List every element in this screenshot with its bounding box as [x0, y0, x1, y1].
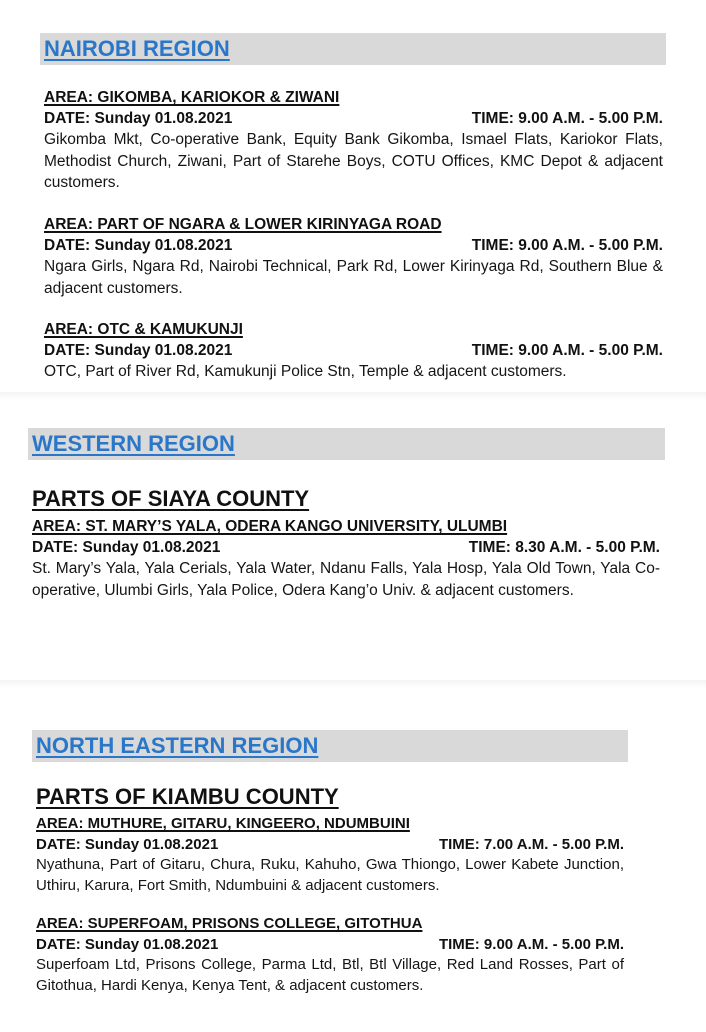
date-time-row	[44, 340, 663, 361]
region-header-western	[28, 428, 665, 460]
date-time-row	[44, 235, 663, 256]
page-north-eastern	[0, 688, 706, 1032]
outage-entry	[44, 215, 663, 299]
affected-areas: OTC, Part of River Rd, Kamukunji Police Stn, Temple & adjacent customers.	[44, 363, 567, 380]
region-title: WESTERN REGION	[32, 431, 235, 456]
date-label: DATE: Sunday 01.08.2021	[44, 342, 233, 359]
region-header-nairobi	[40, 33, 666, 65]
area-heading: AREA: GIKOMBA, KARIOKOR & ZIWANI	[44, 89, 340, 106]
county-block	[36, 784, 624, 896]
area-heading: AREA: SUPERFOAM, PRISONS COLLEGE, GITOTHUA	[36, 915, 423, 932]
page-nairobi	[0, 0, 706, 392]
time-label: TIME: 8.30 A.M. - 5.00 P.M.	[468, 539, 660, 556]
affected-areas: Gikomba Mkt, Co-operative Bank, Equity Bank Gikomba, Ismael Flats, Kariokor Flats, Methodist Church, Ziwani, Part of Starehe Boys, COTU Offices, KMC Depot & adjacent customers.	[44, 131, 663, 191]
date-time-row	[36, 934, 624, 955]
date-time-row	[32, 537, 660, 558]
county-heading: PARTS OF SIAYA COUNTY	[32, 486, 310, 511]
date-time-row	[44, 108, 663, 129]
affected-areas: Nyathuna, Part of Gitaru, Chura, Ruku, Kahuho, Gwa Thiongo, Lower Kabete Junction, Uthiru, Karura, Fort Smith, Ndumbuini & adjacent customers.	[36, 856, 624, 894]
page-separator	[0, 392, 706, 400]
date-label: DATE: Sunday 01.08.2021	[32, 539, 221, 556]
area-heading: AREA: MUTHURE, GITARU, KINGEERO, NDUMBUINI	[36, 815, 410, 832]
date-time-row	[36, 834, 624, 855]
affected-areas: Superfoam Ltd, Prisons College, Parma Ltd, Btl, Btl Village, Red Land Rosses, Part of Gitothua, Hardi Kenya, Kenya Tent, & adjacent customers.	[36, 956, 624, 994]
region-title: NORTH EASTERN REGION	[36, 733, 319, 758]
date-label: DATE: Sunday 01.08.2021	[44, 110, 233, 127]
date-label: DATE: Sunday 01.08.2021	[36, 936, 219, 953]
outage-entry	[44, 88, 663, 194]
county-block	[32, 486, 660, 601]
time-label: TIME: 9.00 A.M. - 5.00 P.M.	[438, 936, 624, 953]
time-label: TIME: 9.00 A.M. - 5.00 P.M.	[471, 342, 663, 359]
affected-areas: Ngara Girls, Ngara Rd, Nairobi Technical, Park Rd, Lower Kirinyaga Rd, Southern Blue & adjacent customers.	[44, 258, 663, 297]
area-heading: AREA: PART OF NGARA & LOWER KIRINYAGA ROAD	[44, 216, 442, 233]
time-label: TIME: 7.00 A.M. - 5.00 P.M.	[438, 836, 624, 853]
county-heading: PARTS OF KIAMBU COUNTY	[36, 784, 339, 809]
time-label: TIME: 9.00 A.M. - 5.00 P.M.	[471, 110, 663, 127]
page-separator	[0, 680, 706, 688]
region-header-north-eastern	[32, 730, 628, 762]
region-title: NAIROBI REGION	[44, 36, 230, 61]
page-western	[0, 400, 706, 680]
time-label: TIME: 9.00 A.M. - 5.00 P.M.	[471, 237, 663, 254]
area-heading: AREA: ST. MARY’S YALA, ODERA KANGO UNIVERSITY, ULUMBI	[32, 518, 508, 535]
area-heading: AREA: OTC & KAMUKUNJI	[44, 321, 243, 338]
date-label: DATE: Sunday 01.08.2021	[44, 237, 233, 254]
date-label: DATE: Sunday 01.08.2021	[36, 836, 219, 853]
outage-entry	[44, 320, 663, 383]
outage-entry	[36, 914, 624, 996]
affected-areas: St. Mary’s Yala, Yala Cerials, Yala Water, Ndanu Falls, Yala Hosp, Yala Old Town, Yala Co-operative, Ulumbi Girls, Yala Police, Odera Kang’o Univ. & adjacent customers.	[32, 560, 660, 599]
